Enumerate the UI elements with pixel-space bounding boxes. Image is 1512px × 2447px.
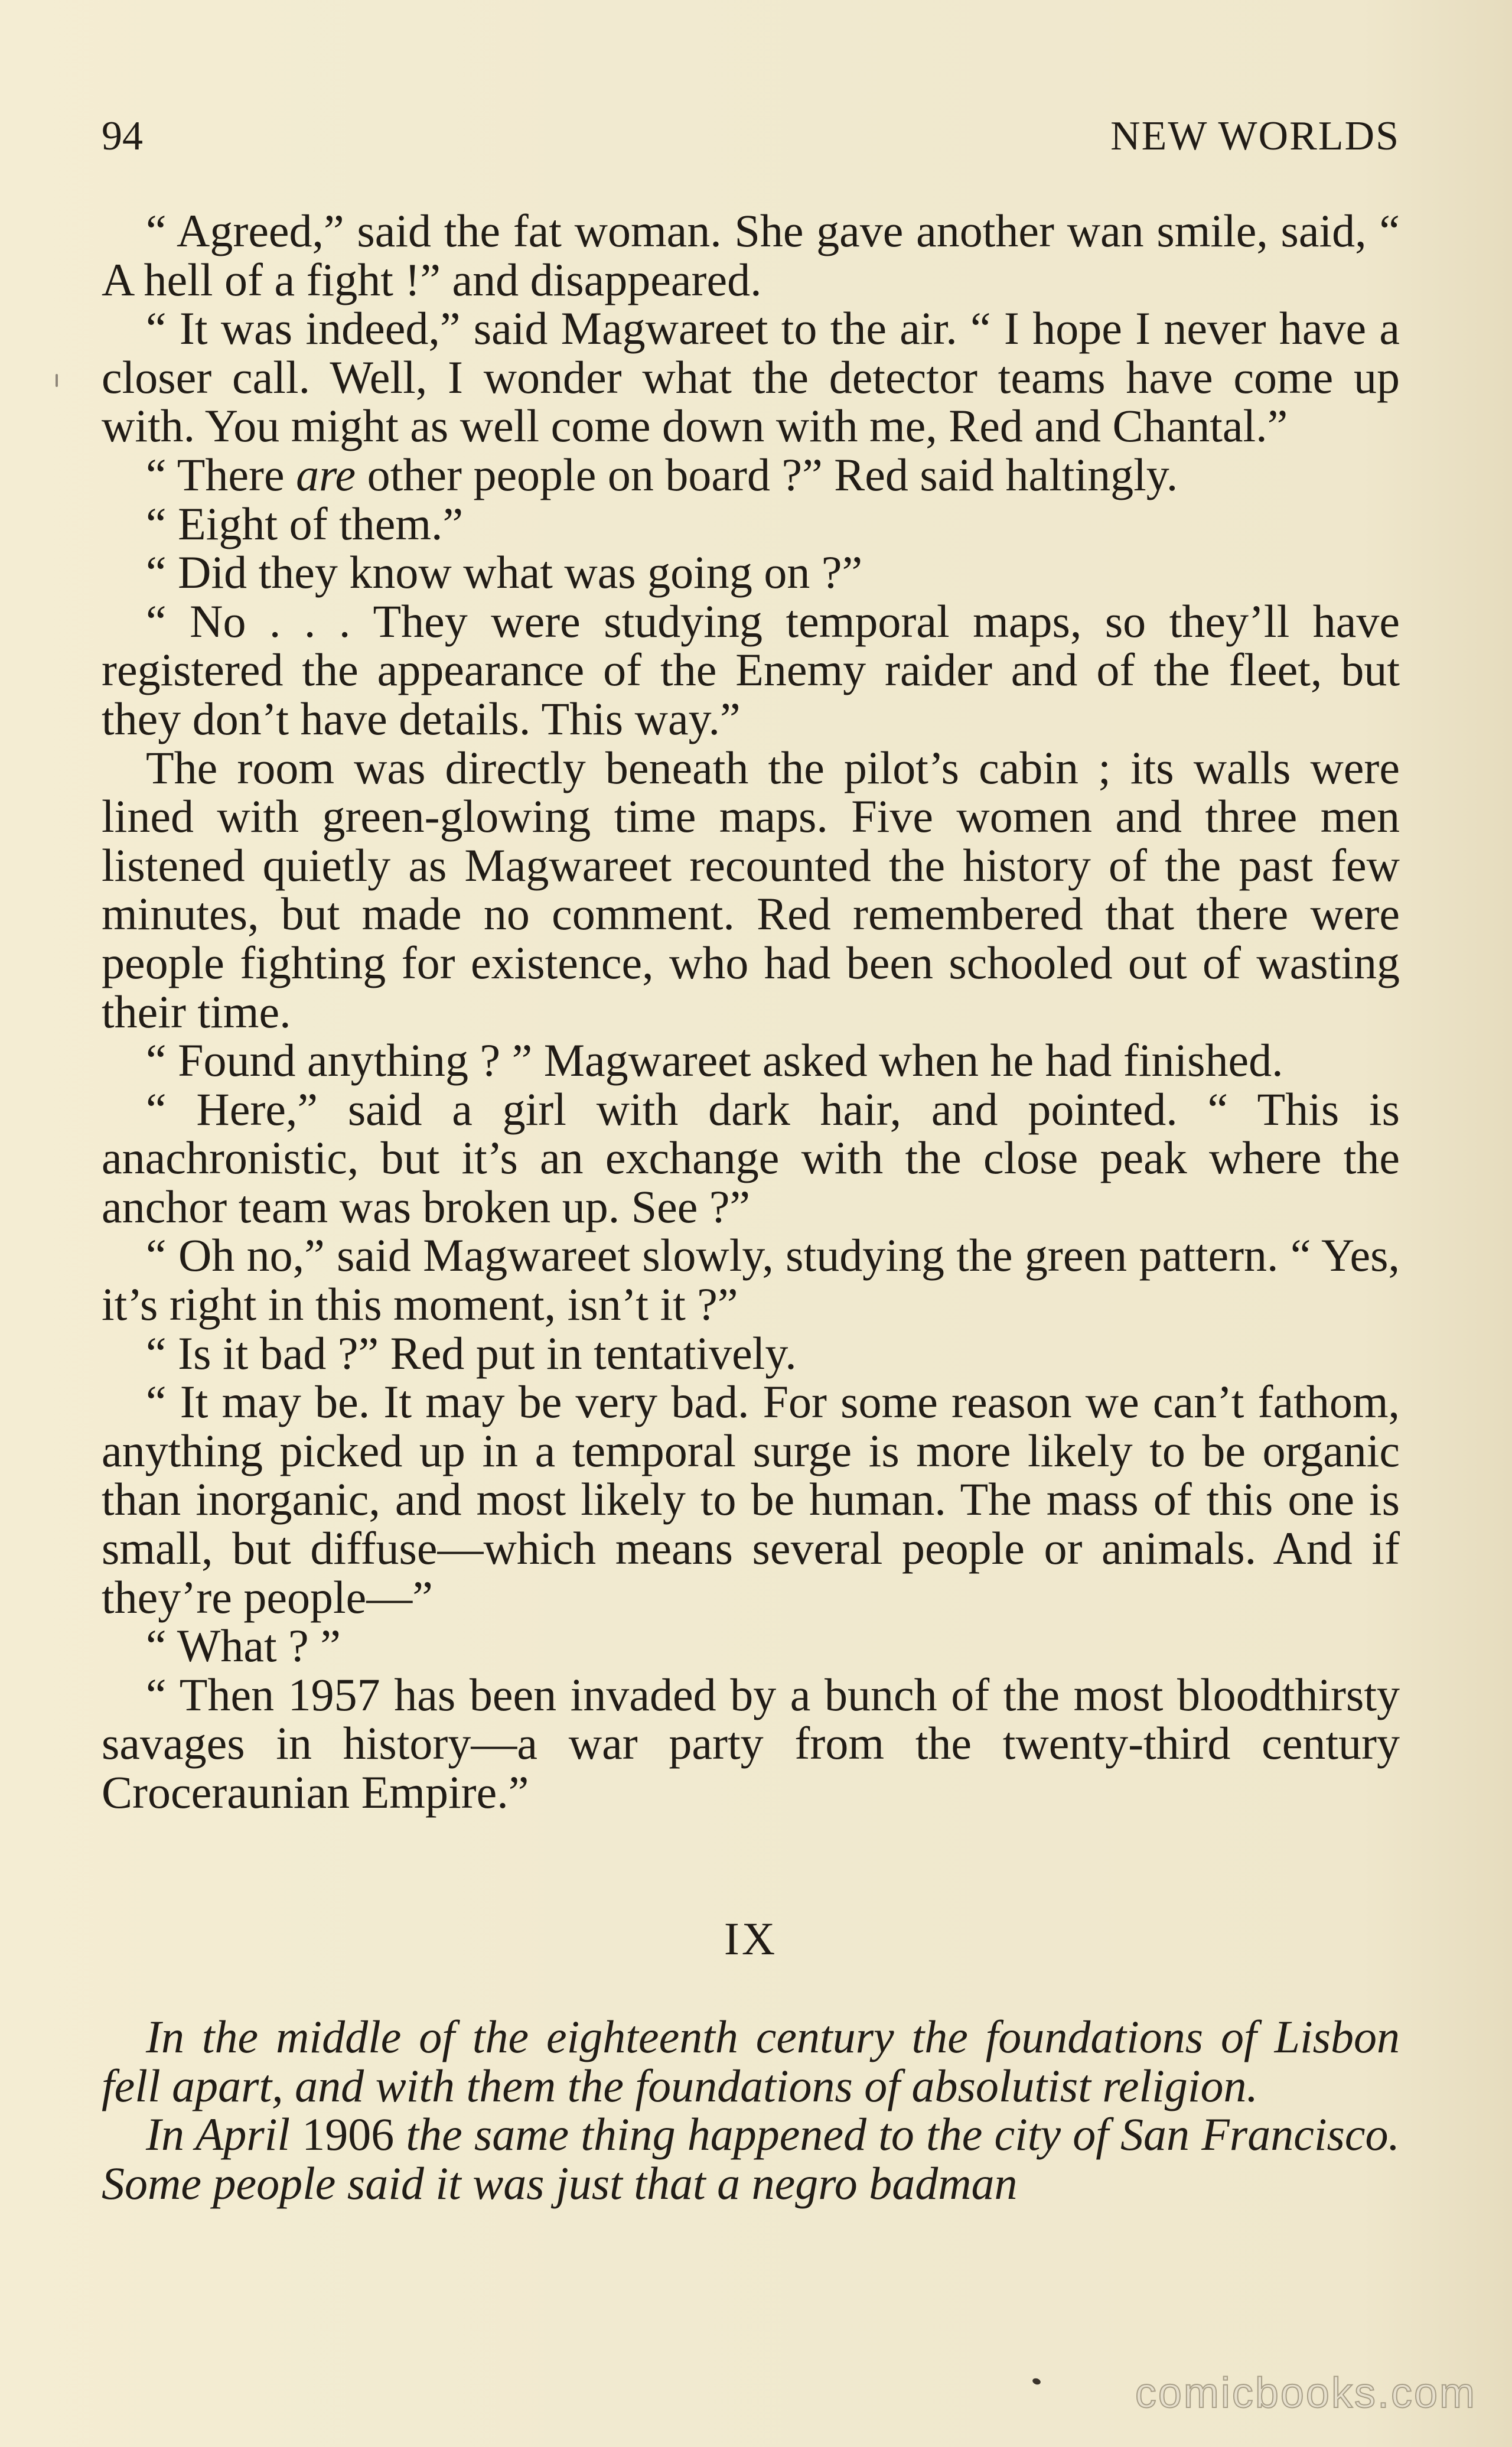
year: 1906	[302, 2108, 395, 2160]
page-header	[102, 110, 1400, 163]
paragraph: “ Found anything ? ” Magwareet asked when he had finished.	[146, 1034, 1283, 1086]
emphasis: are	[296, 448, 356, 500]
margin-mark	[56, 374, 58, 387]
paragraph: “ There are other people on board ?” Red said haltingly.	[146, 448, 1178, 500]
paragraph: “ It was indeed,” said Magwareet to the air. “ I hope I never have a closer call. Well, I wonder what the detector teams have come up with. You might as well come down with me, Red and Chantal.”	[102, 302, 1400, 452]
chapter-heading: IX	[724, 1912, 778, 1964]
running-head: NEW WORLDS	[1110, 113, 1400, 159]
paragraph: “ It may be. It may be very bad. For some reason we can’t fathom, anything picked up in a temporal surge is more likely to be organic than inorganic, and most likely to be human. The mass of this one is small, but diffuse—which means several people or animals. And if they’re people—”	[102, 1376, 1400, 1623]
paragraph: “ No . . . They were studying temporal maps, so they’ll have registered the appearance of the Enemy raider and of the fleet, but they don’t have details. This way.”	[102, 595, 1400, 744]
ink-speck	[1032, 2377, 1042, 2386]
paragraph: “ Agreed,” said the fat woman. She gave another wan smile, said, “ A hell of a fight !” and disappeared.	[102, 205, 1400, 305]
chapter-paragraph: In the middle of the eighteenth century the foundations of Lisbon fell apart, and with them the foundations of absolutist religion.	[102, 2011, 1400, 2111]
paragraph: “ Did they know what was going on ?”	[146, 546, 863, 598]
page-number: 94	[102, 113, 143, 159]
chapter-paragraph: In April 1906 the same thing happened to the city of San Francisco. Some people said it was just that a negro badman	[102, 2108, 1400, 2209]
body-text	[102, 207, 1400, 2208]
paragraph: “ Eight of them.”	[146, 497, 464, 549]
paragraph: The room was directly beneath the pilot’s cabin ; its walls were lined with green-glowing time maps. Five women and three men listened quietly as Magwareet recounted the history of the past few minutes, but made no comment. Red remembered that there were people fighting for existence, who had been schooled out of wasting their time.	[102, 741, 1400, 1037]
paragraph: “ Here,” said a girl with dark hair, and pointed. “ This is anachronistic, but it’s an exchange with the close peak where the anchor team was broken up. See ?”	[102, 1083, 1400, 1232]
paragraph: “ Oh no,” said Magwareet slowly, studying the green pattern. “ Yes, it’s right in this moment, isn’t it ?”	[102, 1229, 1400, 1330]
paragraph: “ Is it bad ?” Red put in tentatively.	[146, 1327, 797, 1379]
paragraph: “ Then 1957 has been invaded by a bunch of the most bloodthirsty savages in history—a war party from the twenty-third century Croceraunian Empire.”	[102, 1668, 1400, 1818]
paragraph: “ What ? ”	[146, 1620, 341, 1672]
watermark: comicbooks.com	[1135, 2370, 1477, 2417]
